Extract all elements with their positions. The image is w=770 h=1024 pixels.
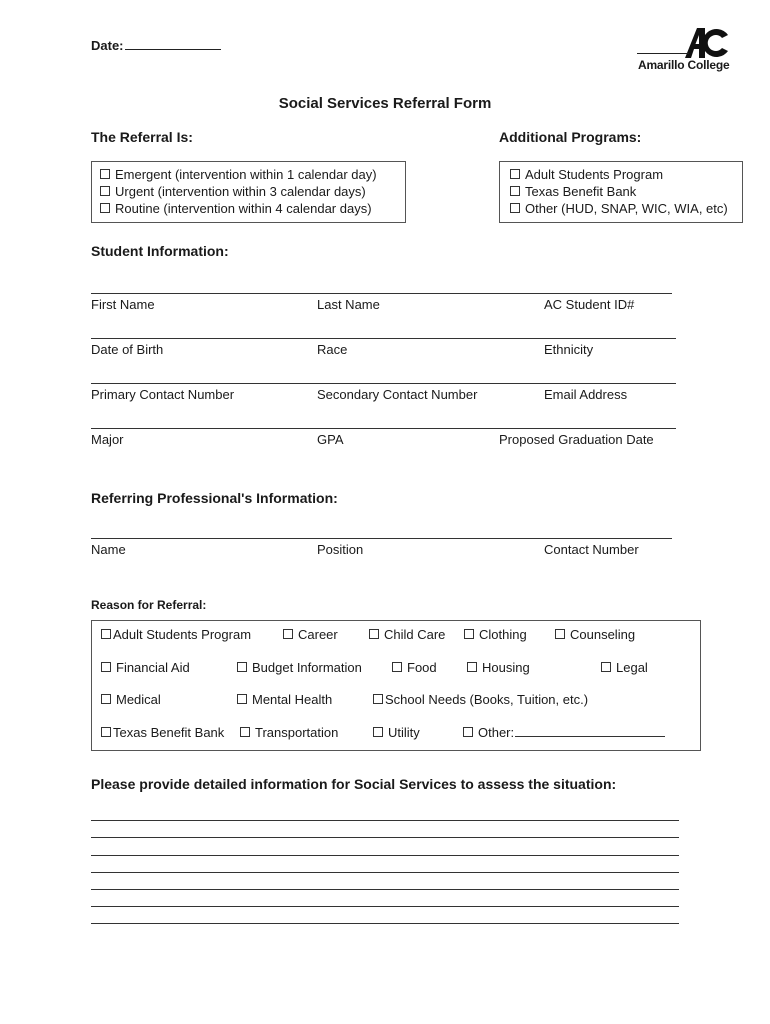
details-line[interactable] [91,923,679,924]
professional-contact-label: Contact Number [544,542,639,557]
reason-child-care[interactable]: Child Care [369,627,445,642]
reason-housing[interactable]: Housing [467,660,530,675]
checkbox-icon[interactable] [601,662,611,672]
reason-adult-students-program[interactable]: Adult Students Program [101,627,251,642]
programs-options-box [499,161,743,223]
student-row-2-line[interactable] [91,338,676,339]
checkbox-icon[interactable] [510,186,520,196]
secondary-contact-label: Secondary Contact Number [317,387,478,402]
major-label: Major [91,432,124,447]
reason-budget-information[interactable]: Budget Information [237,660,362,675]
details-line[interactable] [91,820,679,821]
referral-heading: The Referral Is: [91,129,193,145]
reason-transportation[interactable]: Transportation [240,725,338,740]
reason-financial-aid[interactable]: Financial Aid [101,660,190,675]
checkbox-icon[interactable] [369,629,379,639]
details-line[interactable] [91,837,679,838]
reason-heading: Reason for Referral: [91,598,207,612]
program-option-texas-benefit-bank[interactable]: Texas Benefit Bank [510,184,636,199]
gpa-label: GPA [317,432,344,447]
reason-options-box [91,620,701,751]
details-line[interactable] [91,872,679,873]
checkbox-icon[interactable] [101,629,111,639]
checkbox-icon[interactable] [463,727,473,737]
reason-mental-health[interactable]: Mental Health [237,692,332,707]
amarillo-college-logo [637,27,731,75]
details-line[interactable] [91,906,679,907]
email-address-label: Email Address [544,387,628,402]
referral-option-emergent[interactable]: Emergent (intervention within 1 calendar day) [100,167,377,182]
date-input-line[interactable] [125,37,221,50]
checkbox-icon[interactable] [555,629,565,639]
professional-info-heading: Referring Professional's Information: [91,490,338,506]
professional-name-label: Name [91,542,126,557]
student-row-4-line[interactable] [91,428,676,429]
checkbox-icon[interactable] [283,629,293,639]
primary-contact-label: Primary Contact Number [91,387,235,402]
form-title: Social Services Referral Form [278,95,492,112]
checkbox-icon[interactable] [464,629,474,639]
checkbox-icon[interactable] [467,662,477,672]
checkbox-icon[interactable] [510,203,520,213]
checkbox-icon[interactable] [373,694,383,704]
student-id-label: AC Student ID# [544,297,635,312]
date-label: Date: [91,38,124,53]
logo-rule [637,53,689,54]
logo-text: Amarillo College [638,58,730,72]
referral-option-routine[interactable]: Routine (intervention within 4 calendar days) [100,201,372,216]
checkbox-icon[interactable] [373,727,383,737]
reason-clothing[interactable]: Clothing [464,627,527,642]
program-option-adult-students[interactable]: Adult Students Program [510,167,663,182]
professional-position-label: Position [317,542,364,557]
referral-option-urgent[interactable]: Urgent (intervention within 3 calendar days) [100,184,366,199]
programs-heading: Additional Programs: [499,129,642,145]
student-row-3-line[interactable] [91,383,676,384]
graduation-date-label: Proposed Graduation Date [499,432,654,447]
program-option-other[interactable]: Other (HUD, SNAP, WIC, WIA, etc) [510,201,728,216]
details-line[interactable] [91,889,679,890]
checkbox-icon[interactable] [510,169,520,179]
details-line[interactable] [91,855,679,856]
checkbox-icon[interactable] [237,662,247,672]
reason-other[interactable]: Other: [463,725,665,740]
student-info-heading: Student Information: [91,243,229,259]
race-label: Race [317,342,348,357]
checkbox-icon[interactable] [100,203,110,213]
reason-food[interactable]: Food [392,660,437,675]
referral-options-box [91,161,406,223]
reason-medical[interactable]: Medical [101,692,161,707]
checkbox-icon[interactable] [101,694,111,704]
professional-row-line[interactable] [91,538,672,539]
first-name-label: First Name [91,297,155,312]
ac-logo-icon [685,27,729,59]
reason-utility[interactable]: Utility [373,725,420,740]
reason-counseling[interactable]: Counseling [555,627,635,642]
checkbox-icon[interactable] [237,694,247,704]
date-of-birth-label: Date of Birth [91,342,164,357]
ethnicity-label: Ethnicity [544,342,594,357]
reason-school-needs[interactable]: School Needs (Books, Tuition, etc.) [373,692,588,707]
reason-legal[interactable]: Legal [601,660,648,675]
checkbox-icon[interactable] [100,186,110,196]
checkbox-icon[interactable] [392,662,402,672]
date-field[interactable] [91,37,221,53]
checkbox-icon[interactable] [101,662,111,672]
checkbox-icon[interactable] [100,169,110,179]
reason-other-input-line[interactable] [515,725,665,737]
reason-career[interactable]: Career [283,627,338,642]
checkbox-icon[interactable] [240,727,250,737]
student-row-1-line[interactable] [91,293,672,294]
checkbox-icon[interactable] [101,727,111,737]
last-name-label: Last Name [317,297,380,312]
details-heading: Please provide detailed information for Social Services to assess the situation: [91,776,617,792]
reason-texas-benefit-bank[interactable]: Texas Benefit Bank [101,725,224,740]
